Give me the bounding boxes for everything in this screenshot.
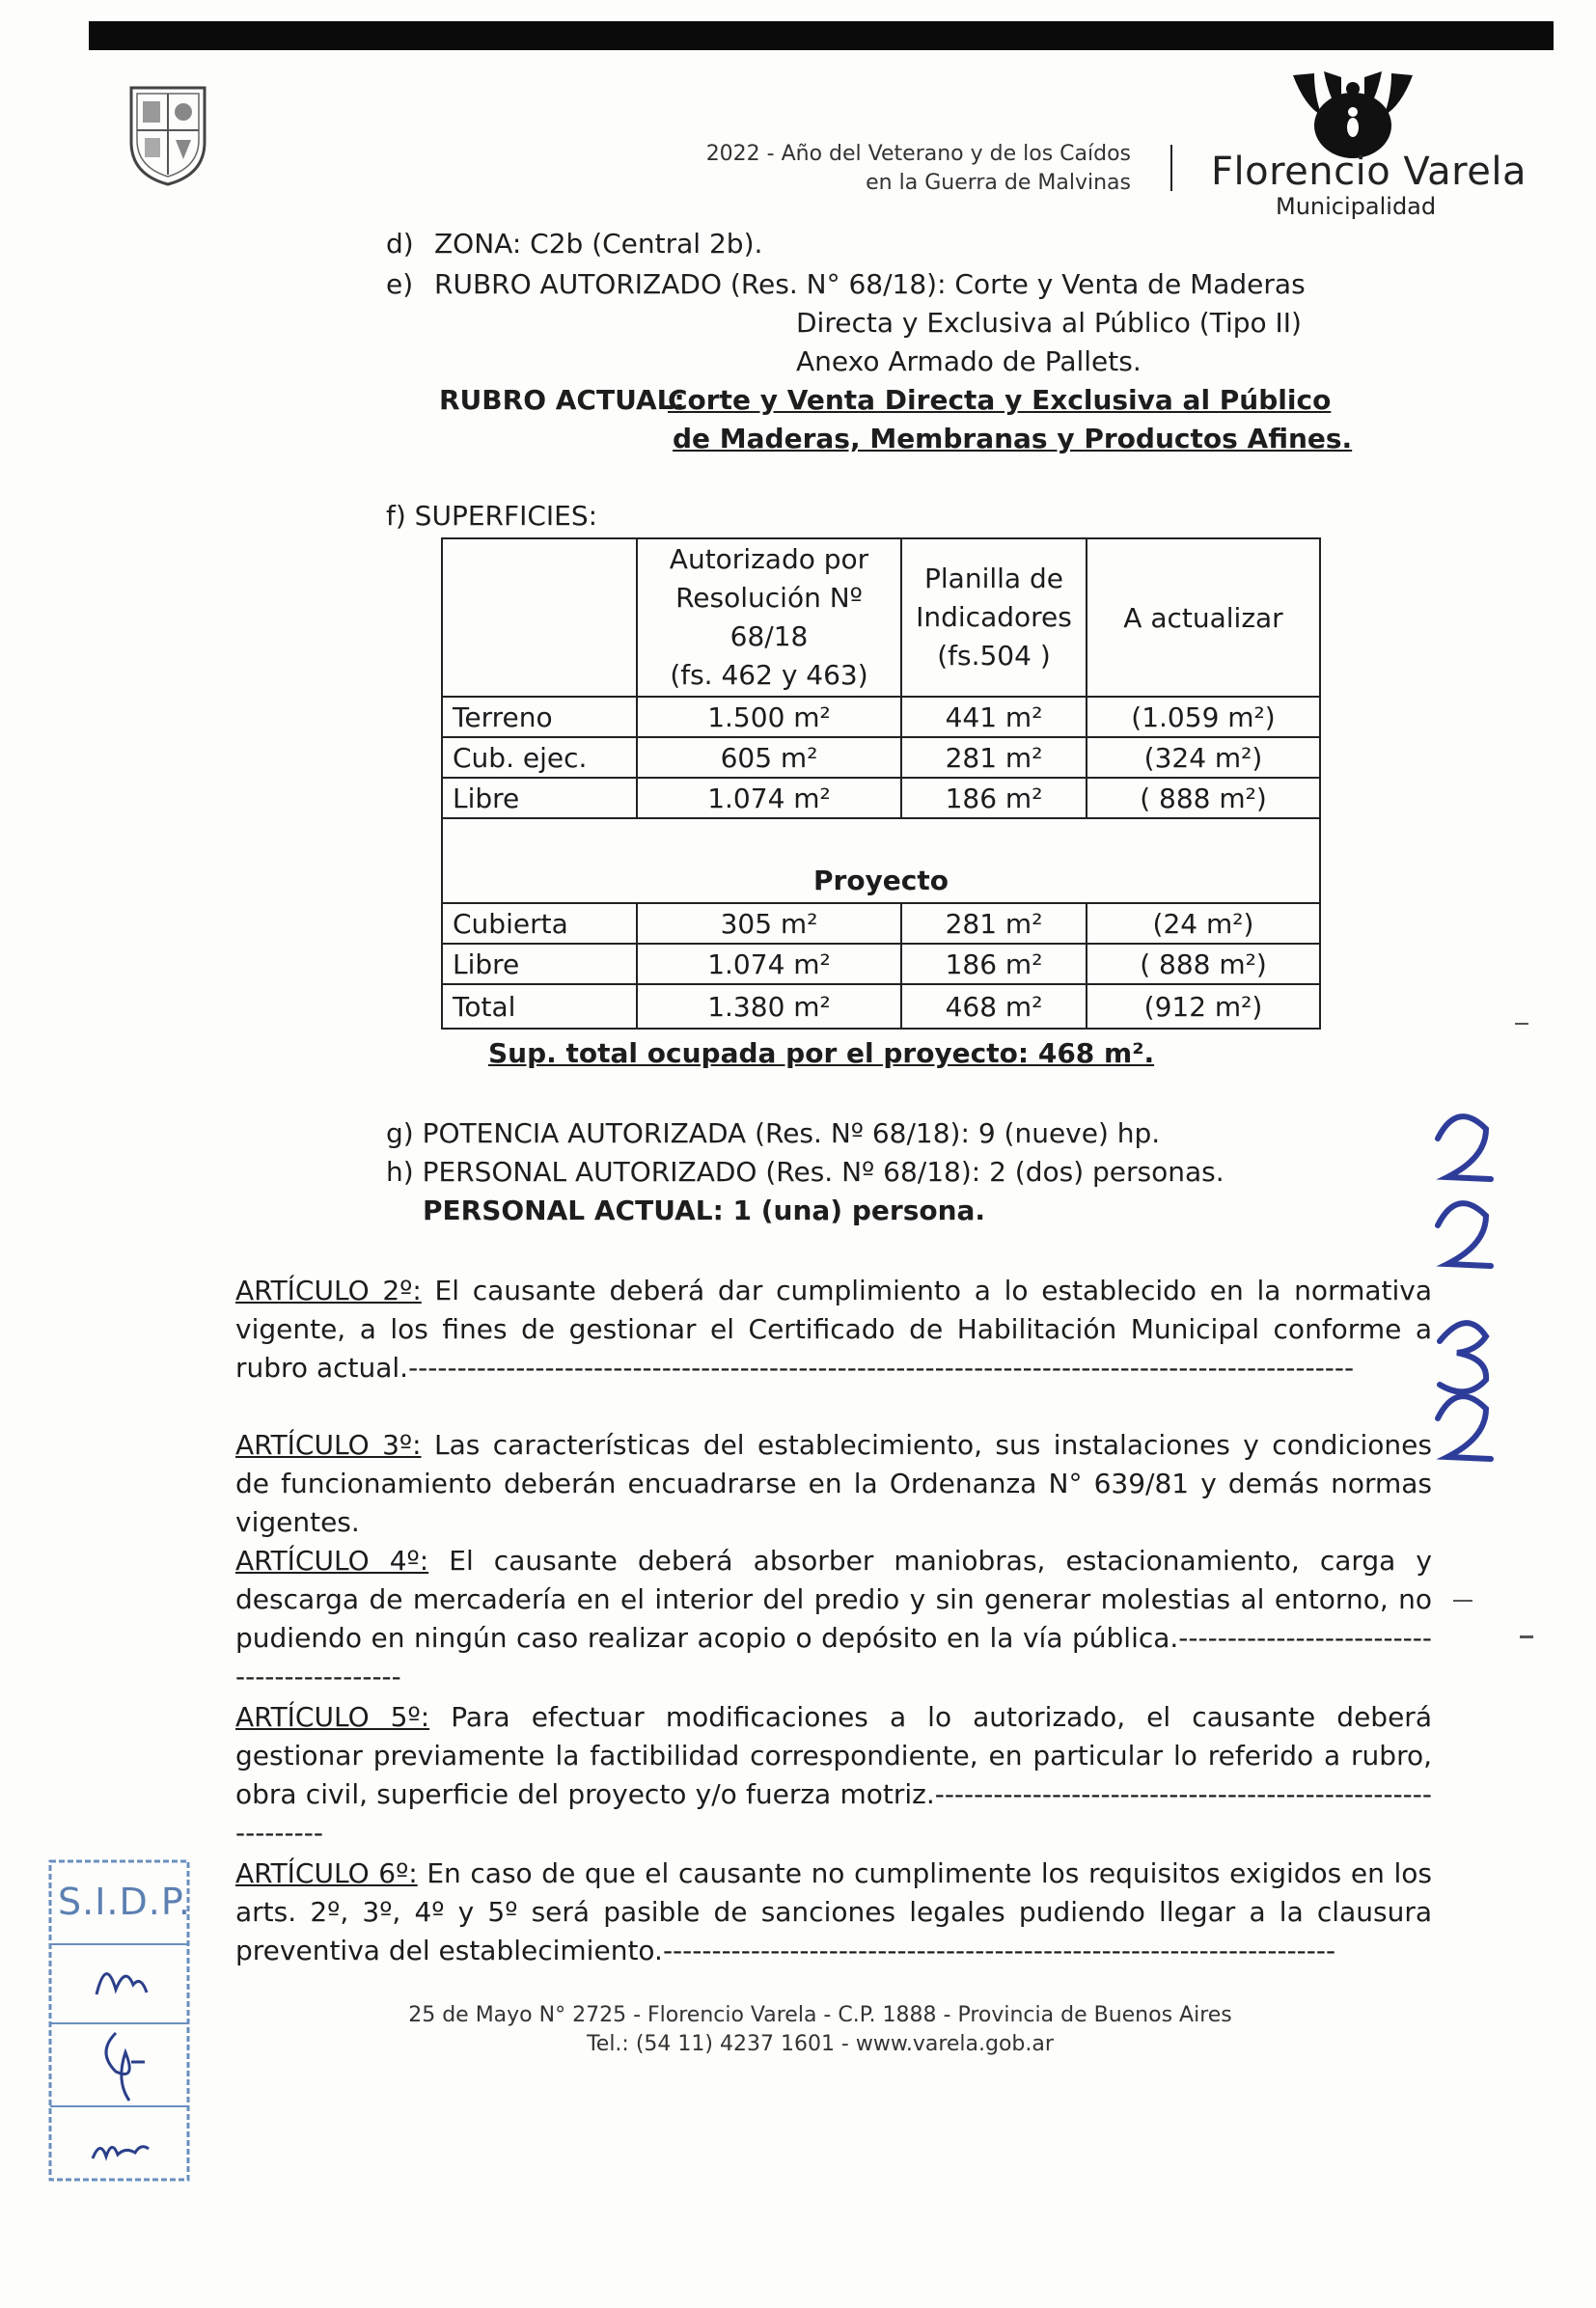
article-2 <box>235 1272 1432 1388</box>
rubro-actual-line-1: Corte y Venta Directa y Exclusiva al Público <box>668 384 1332 416</box>
org-name: Florencio Varela <box>1211 150 1527 194</box>
row-actualizar: ( 888 m²) <box>1087 944 1320 984</box>
header-planilla-l2: Indicadores <box>916 601 1072 633</box>
item-h-text: h) PERSONAL AUTORIZADO (Res. Nº 68/18): 2 (dos) personas. <box>386 1156 1225 1188</box>
page-footer <box>289 2001 1351 2059</box>
item-e-label: e) <box>386 268 414 300</box>
header-empty-cell <box>442 538 637 697</box>
article-text: El causante deberá absorber maniobras, estacionamiento, carga y descarga de mercadería en el interior del predio y sin generar molestias al entorno, no pudiendo en ningún caso realizar acopio o depósito en la vía pública.------------------------------------------- <box>235 1545 1432 1692</box>
motto-line-2: en la Guerra de Malvinas <box>866 171 1131 195</box>
row-label: Cub. ejec. <box>442 737 637 778</box>
header-planilla-l1: Planilla de <box>924 563 1063 594</box>
table-row <box>442 984 1320 1029</box>
year-motto <box>648 140 1131 198</box>
motto-line-1: 2022 - Año del Veterano y de los Caídos <box>705 142 1131 166</box>
item-e-line-3: Anexo Armado de Pallets. <box>796 345 1142 377</box>
table-row <box>442 903 1320 944</box>
row-label: Libre <box>442 944 637 984</box>
row-label: Cubierta <box>442 903 637 944</box>
table-row <box>442 697 1320 737</box>
header-planilla-l3: (fs.504 ) <box>937 640 1051 672</box>
row-actualizar: (24 m²) <box>1087 903 1320 944</box>
table-spacer-row <box>442 818 1320 858</box>
article-label: ARTÍCULO 4º: <box>235 1545 429 1577</box>
row-label: Terreno <box>442 697 637 737</box>
article-text: Las características del establecimiento, sus instalaciones y condiciones de funcionamiento deberán encuadrarse en la Ordenanza N° 639/81 y demás normas vigentes. <box>235 1429 1432 1538</box>
row-actualizar: (324 m²) <box>1087 737 1320 778</box>
scan-top-border <box>89 21 1554 50</box>
table-header-row <box>442 538 1320 697</box>
article-text: En caso de que el causante no cumplimente los requisitos exigidos en los arts. 2º, 3º, 4º y 5º será pasible de sanciones legales pudiendo llegar a la clausura preventiva del establecimiento.--------------------------------------------------------------------- <box>235 1857 1433 1966</box>
row-autorizado: 1.074 m² <box>637 944 901 984</box>
header-autorizado-l4: (fs. 462 y 463) <box>670 659 868 691</box>
table-row <box>442 737 1320 778</box>
article-text: El causante deberá dar cumplimiento a lo establecido en la normativa vigente, a los fines de gestionar el Certificado de Habilitación Municipal conforme a rubro actual.------------------------------------------------------------------------------------------------- <box>235 1275 1432 1384</box>
row-actualizar: (1.059 m²) <box>1087 697 1320 737</box>
section-proyecto: Proyecto <box>442 858 1320 903</box>
row-autorizado: 305 m² <box>637 903 901 944</box>
header-autorizado-l1: Autorizado por <box>669 543 869 575</box>
item-d-label: d) <box>386 228 414 260</box>
item-e-line-1: RUBRO AUTORIZADO (Res. N° 68/18): Corte y Venta de Maderas <box>434 268 1306 300</box>
personal-actual: PERSONAL ACTUAL: 1 (una) persona. <box>423 1195 986 1226</box>
rubro-actual-line-2: de Maderas, Membranas y Productos Afines. <box>673 423 1353 454</box>
scan-mark <box>1520 1635 1533 1638</box>
row-planilla: 281 m² <box>901 737 1087 778</box>
row-planilla: 186 m² <box>901 944 1087 984</box>
item-g-text: g) POTENCIA AUTORIZADA (Res. Nº 68/18): 9 (nueve) hp. <box>386 1117 1161 1149</box>
row-autorizado: 605 m² <box>637 737 901 778</box>
sidp-stamp <box>48 1859 190 2308</box>
row-autorizado: 1.500 m² <box>637 697 901 737</box>
row-actualizar: ( 888 m²) <box>1087 778 1320 818</box>
row-planilla: 281 m² <box>901 903 1087 944</box>
article-label: ARTÍCULO 5º: <box>235 1701 430 1733</box>
table-section-row <box>442 858 1320 903</box>
article-label: ARTÍCULO 3º: <box>235 1429 422 1461</box>
rubro-actual-label: RUBRO ACTUAL: <box>439 384 685 416</box>
row-planilla: 468 m² <box>901 984 1087 1029</box>
article-text: Para efectuar modificaciones a lo autorizado, el causante deberá gestionar previamente la factibilidad correspondiente, en particular lo referido a rubro, obra civil, superficie del proyecto y/o fuerza motriz.------------------------------------------------------------ <box>235 1701 1432 1849</box>
item-e-line-2: Directa y Exclusiva al Público (Tipo II) <box>796 307 1302 339</box>
table-row <box>442 778 1320 818</box>
org-subtitle: Municipalidad <box>1276 193 1437 220</box>
row-autorizado: 1.380 m² <box>637 984 901 1029</box>
total-surface-note: Sup. total ocupada por el proyecto: 468 m². <box>488 1037 1155 1069</box>
spacer-cell <box>442 818 1320 858</box>
footer-contact: Tel.: (54 11) 4237 1601 - www.varela.gob.ar <box>587 2032 1054 2056</box>
row-label: Libre <box>442 778 637 818</box>
article-4 <box>235 1542 1432 1696</box>
scan-mark <box>1453 1600 1472 1602</box>
row-label: Total <box>442 984 637 1029</box>
row-planilla: 186 m² <box>901 778 1087 818</box>
footer-address: 25 de Mayo N° 2725 - Florencio Varela - C.P. 1888 - Provincia de Buenos Aires <box>408 2003 1232 2027</box>
header-planilla <box>901 538 1087 697</box>
item-f-label: f) SUPERFICIES: <box>386 500 598 532</box>
municipal-seal-icon <box>125 82 210 188</box>
row-autorizado: 1.074 m² <box>637 778 901 818</box>
row-actualizar: (912 m²) <box>1087 984 1320 1029</box>
article-5 <box>235 1698 1432 1853</box>
header-divider <box>1170 145 1172 191</box>
folio-number-handwritten <box>1418 1100 1505 1505</box>
stamp-frame <box>48 1859 190 2308</box>
header-a-actualizar: A actualizar <box>1087 538 1320 697</box>
superficies-table <box>441 537 1321 1030</box>
stamp-title: S.I.D.P. <box>58 1881 191 1923</box>
item-d-text: ZONA: C2b (Central 2b). <box>434 228 763 260</box>
table-row <box>442 944 1320 984</box>
article-label: ARTÍCULO 6º: <box>235 1857 418 1889</box>
article-3 <box>235 1426 1432 1542</box>
header-autorizado-l3: 68/18 <box>729 620 809 652</box>
header-autorizado-l2: Resolución Nº <box>675 582 863 614</box>
article-6 <box>235 1855 1432 1970</box>
article-label: ARTÍCULO 2º: <box>235 1275 422 1306</box>
row-planilla: 441 m² <box>901 697 1087 737</box>
header-autorizado <box>637 538 901 697</box>
scan-mark <box>1515 1023 1528 1025</box>
